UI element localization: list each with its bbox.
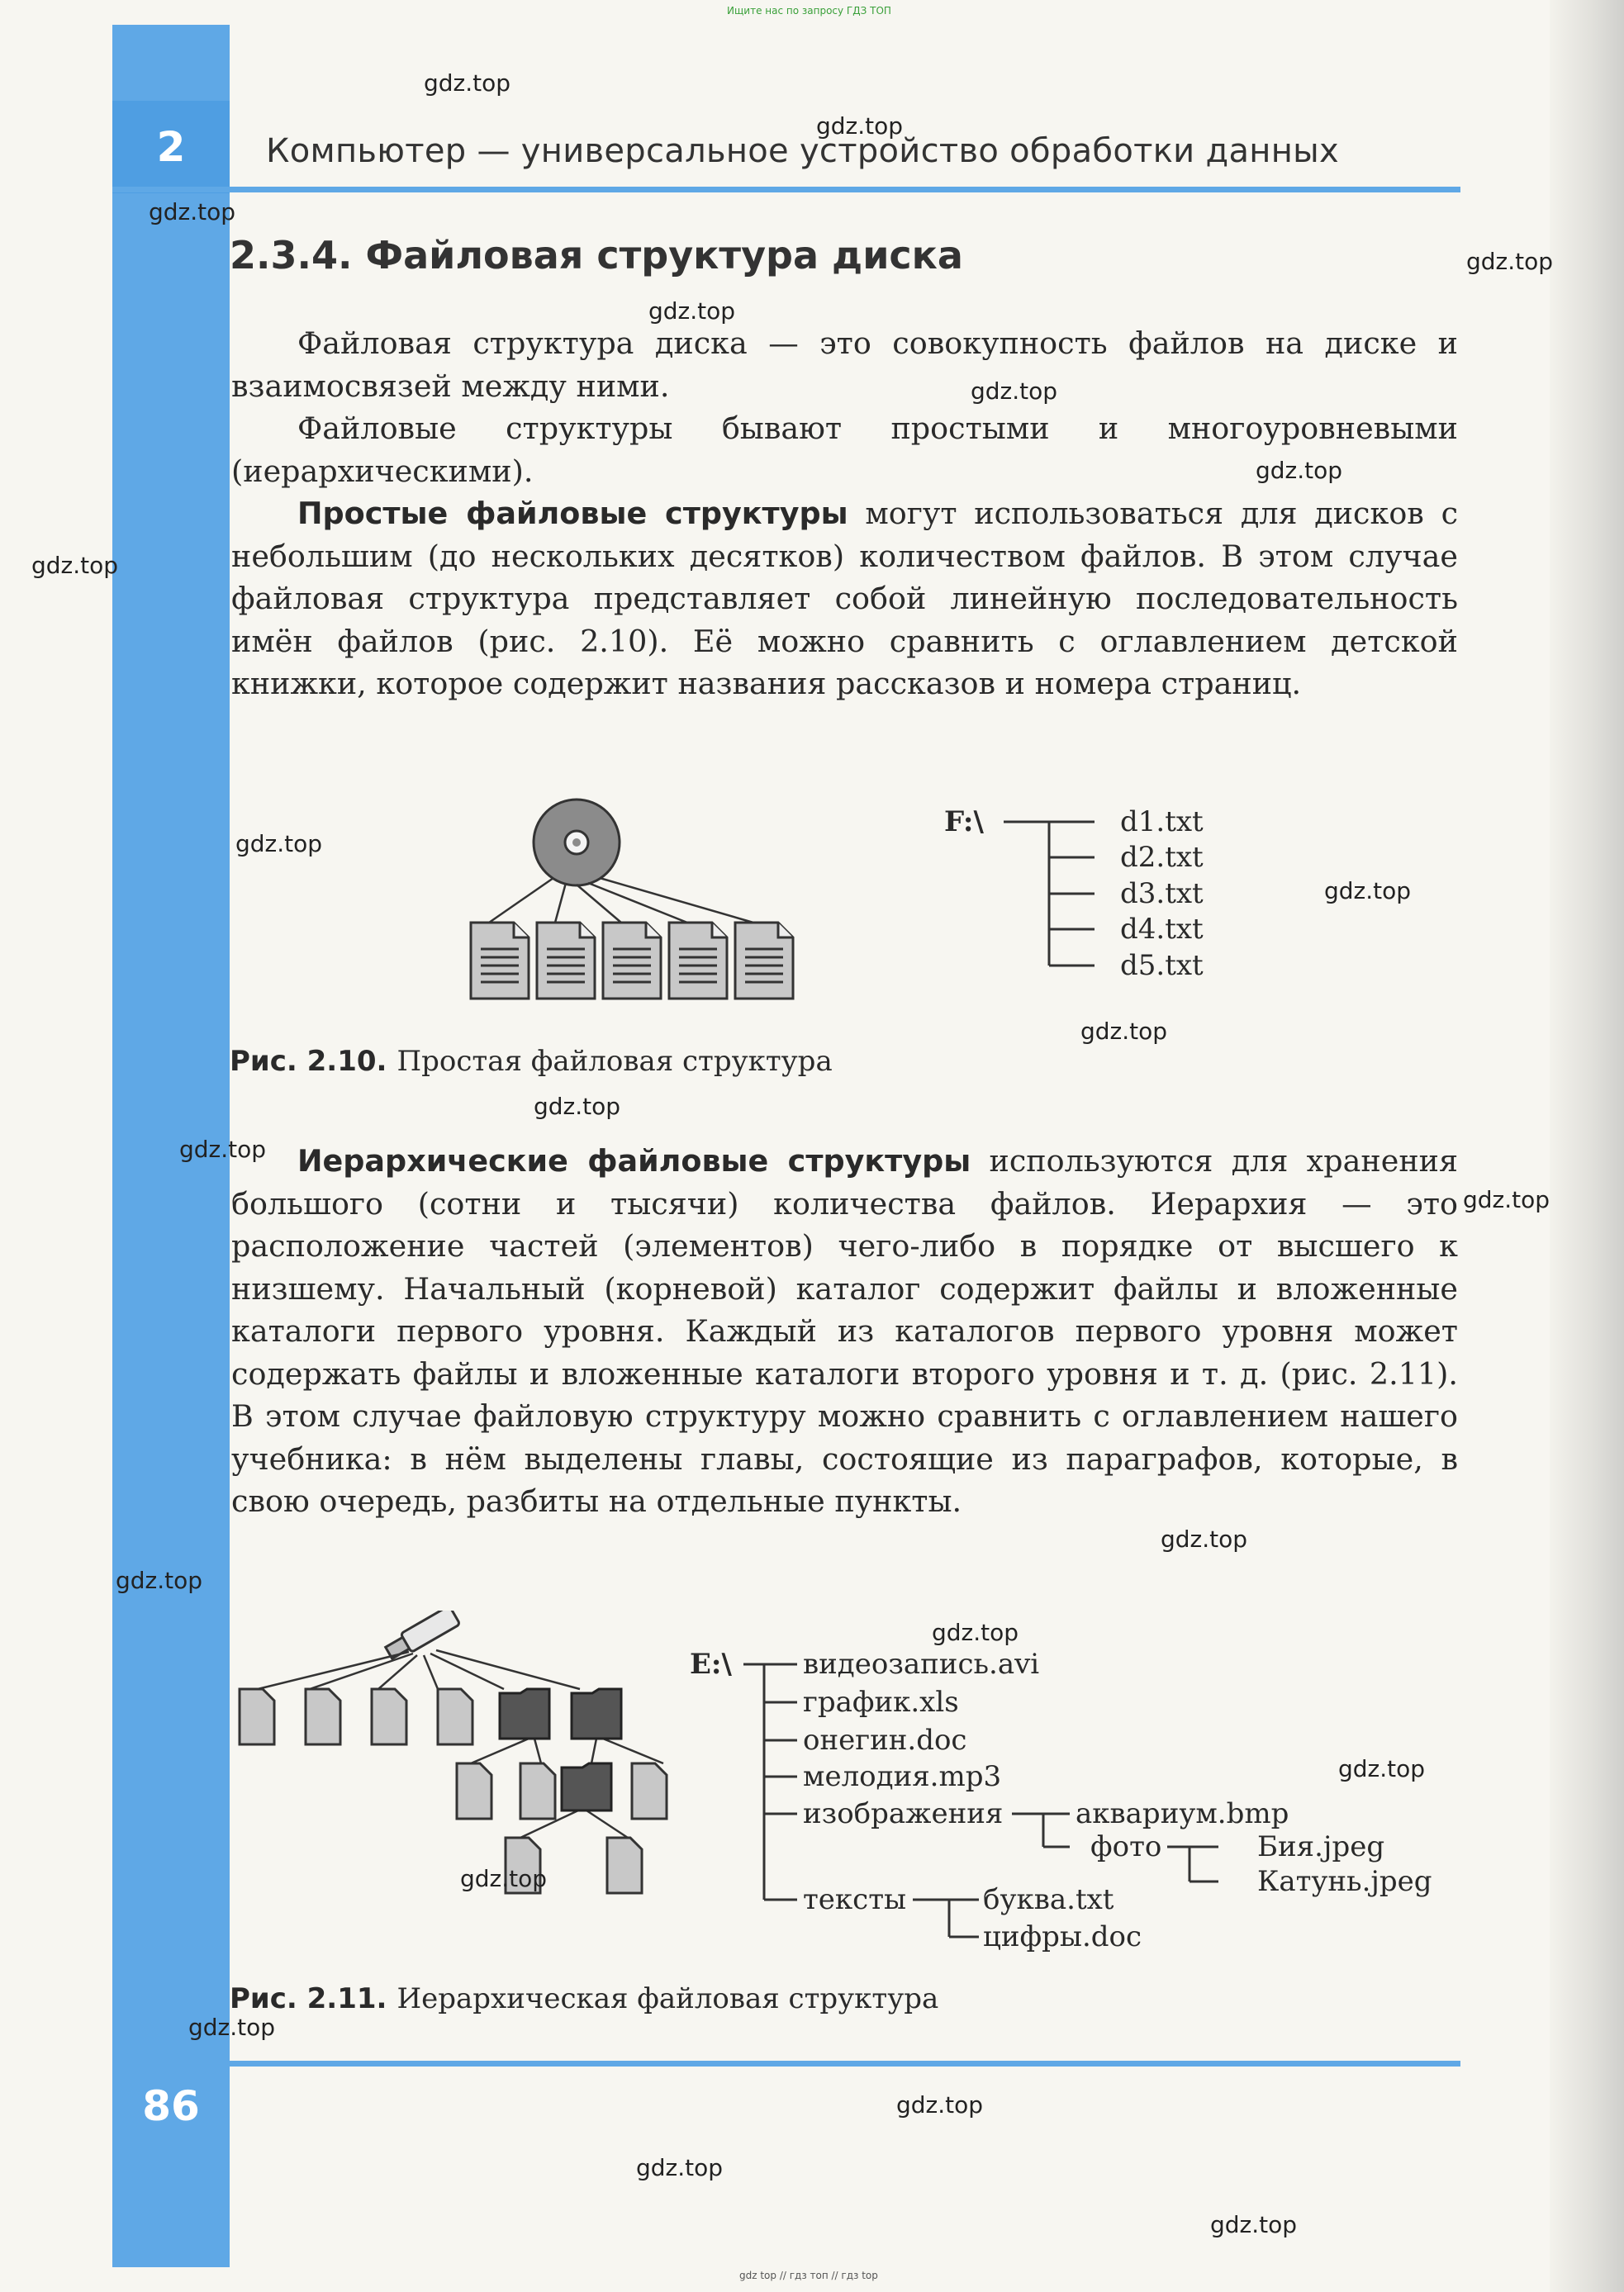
watermark: gdz.top	[31, 552, 119, 579]
fig-2-11-text-file: цифры.doc	[983, 1920, 1142, 1953]
figure-2-10-caption-text: Простая файловая структура	[397, 1045, 833, 1078]
fig-2-11-item: график.xls	[803, 1686, 959, 1719]
figure-2-10-caption-number: Рис. 2.10.	[230, 1045, 387, 1078]
watermark: gdz.top	[1210, 2211, 1298, 2238]
fig-2-10-file: d1.txt	[1120, 805, 1204, 838]
chapter-number: 2	[112, 101, 230, 193]
watermark: gdz.top	[1256, 457, 1343, 484]
watermark: gdz.top	[149, 198, 236, 225]
term-simple: Простые файловые структуры	[297, 496, 848, 531]
document-icons	[471, 923, 793, 999]
paragraph-simple	[231, 492, 1458, 705]
fig-2-11-item: мелодия.mp3	[803, 1760, 1002, 1793]
watermark: gdz.top	[1466, 248, 1554, 275]
paragraph-hierarchical-text: используются для хранения большого (сотни и тысячи) количества файлов. Иерархия — это расположение частей (элементов) чего-либо в порядке от высшего к низшему. Начальный (корневой) каталог содержит файлы и вложенные каталоги первого уровня. Каждый из каталогов первого уровня может содержать файлы и вложенные каталоги второго уровня и т. д. (рис. 2.11). В этом случае файловую структуру можно сравнить с оглавлением нашего учебника: в нём выделены главы, состоящие из параграфов, которые, в свою очередь, разбиты на отдельные пункты.	[231, 1143, 1458, 1519]
fig-2-11-root: E:\	[690, 1648, 732, 1681]
page-edge-shadow	[1550, 0, 1624, 2292]
paragraph-simple-text: могут использоваться для дисков с небольшим (до нескольких десятков) количеством файлов. В этом случае файловая структура представляет собой линейную последовательность имён файлов (рис. 2.10). Её можно сравнить с оглавлением детской книжки, которое содержит названия рассказов и номера страниц.	[231, 496, 1459, 701]
paragraph-types: Файловые структуры бывают простыми и многоуровневыми (иерархическими).	[231, 410, 1458, 489]
watermark: gdz.top	[1338, 1755, 1426, 1782]
watermark: gdz.top	[534, 1093, 621, 1120]
page-number: 86	[112, 2061, 230, 2152]
fig-2-11-photo-file: Катунь.jpeg	[1257, 1865, 1432, 1898]
paragraph-definition: Файловая структура диска — это совокупность файлов на диске и взаимосвязей между ними.	[231, 325, 1458, 404]
section-title: 2.3.4. Файловая структура диска	[230, 233, 963, 278]
paragraph-hierarchical	[231, 1140, 1458, 1523]
figure-2-11-caption-number: Рис. 2.11.	[230, 1982, 387, 2015]
figure-2-10-diagram	[463, 797, 892, 1012]
fig-2-10-file: d2.txt	[1120, 841, 1204, 874]
watermark: gdz.top	[188, 2014, 276, 2041]
watermark: gdz.top	[971, 377, 1058, 405]
watermark: gdz.top	[1324, 877, 1412, 904]
watermark: gdz.top	[179, 1136, 267, 1163]
watermark: gdz.top	[1161, 1526, 1248, 1553]
running-header-title: Компьютер — универсальное устройство обработки данных	[266, 132, 1340, 170]
watermark: gdz.top	[1463, 1186, 1550, 1213]
fig-2-10-file: d3.txt	[1120, 877, 1204, 910]
fig-2-11-item: видеозапись.avi	[803, 1648, 1040, 1681]
watermark: gdz.top	[896, 2091, 984, 2119]
top-notice: Ищите нас по запросу ГДЗ ТОП	[727, 5, 891, 17]
disk-connectors	[489, 878, 753, 923]
watermark: gdz.top	[636, 2154, 724, 2181]
disk-icon	[534, 800, 620, 885]
fig-2-11-folder-texts: тексты	[803, 1883, 907, 1916]
watermark: gdz.top	[932, 1619, 1019, 1646]
watermark: gdz.top	[235, 830, 323, 857]
figure-2-10-caption	[230, 1045, 833, 1078]
figure-2-11-caption-text: Иерархическая файловая структура	[397, 1982, 939, 2015]
watermark: gdz.top	[424, 69, 511, 97]
bottom-notice: gdz top // гдз топ // гдз top	[739, 2270, 878, 2281]
figure-2-11-caption	[230, 1982, 938, 2015]
footer-divider	[112, 2061, 1460, 2067]
figure-2-10-tree-lines	[1004, 809, 1103, 975]
watermark: gdz.top	[1080, 1018, 1168, 1045]
folder-icons	[500, 1689, 621, 1810]
fig-2-11-folder-images: изображения	[803, 1797, 1004, 1830]
watermark: gdz.top	[116, 1567, 203, 1594]
watermark: gdz.top	[648, 297, 736, 325]
fig-2-10-root: F:\	[944, 805, 984, 838]
fig-2-11-folder-photo: фото	[1090, 1830, 1162, 1863]
fig-2-11-photo-file: Бия.jpeg	[1257, 1830, 1385, 1863]
watermark: gdz.top	[460, 1865, 548, 1892]
fig-2-10-file: d4.txt	[1120, 913, 1204, 946]
fig-2-11-text-file: буква.txt	[983, 1883, 1114, 1916]
fig-2-10-file: d5.txt	[1120, 949, 1204, 982]
term-hierarchical: Иерархические файловые структуры	[297, 1143, 971, 1179]
watermark: gdz.top	[816, 112, 904, 140]
fig-2-11-subitem: аквариум.bmp	[1076, 1797, 1289, 1830]
header-divider	[112, 187, 1460, 192]
fig-2-11-item: онегин.doc	[803, 1724, 967, 1757]
